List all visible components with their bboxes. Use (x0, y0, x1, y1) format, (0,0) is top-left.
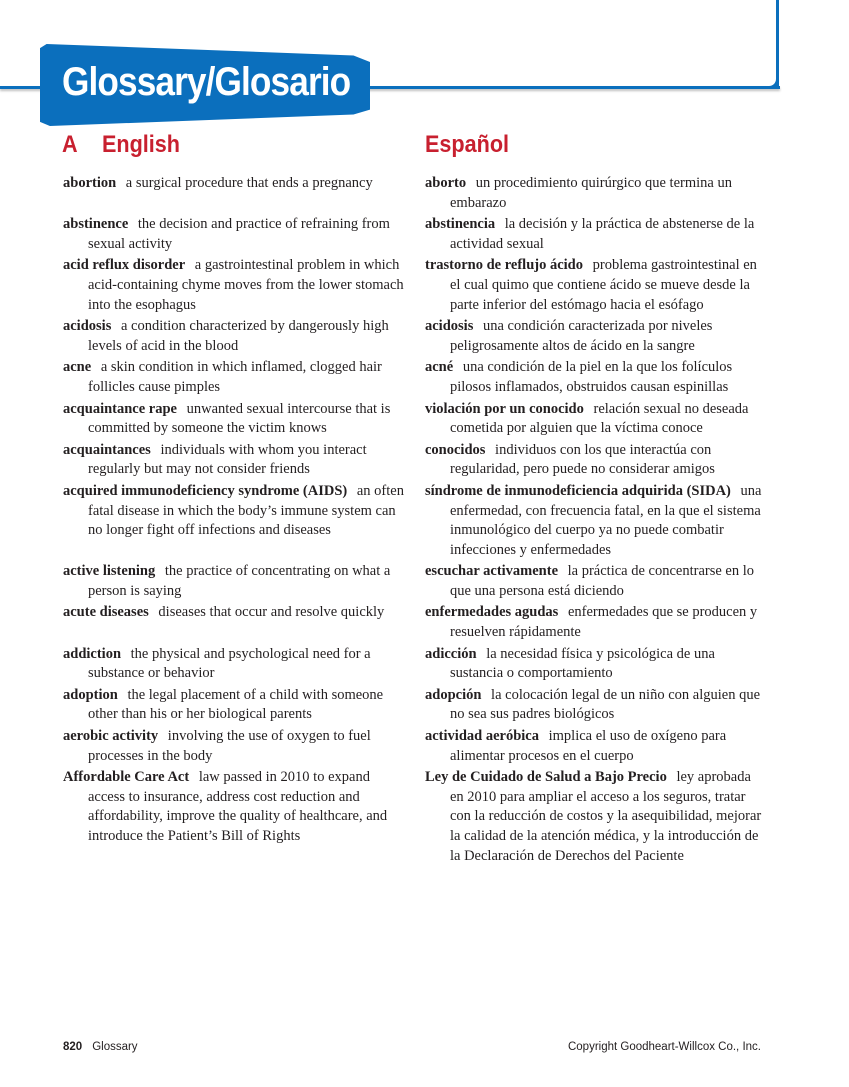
section-letter: A (62, 131, 78, 158)
glossary-term: aborto (425, 175, 467, 191)
glossary-term: acné (425, 359, 454, 376)
glossary-definition: the legal placement of a child with someone other than his or her biological parents (88, 686, 384, 723)
glossary-definition: implica el uso de oxígeno para alimentar procesos en el cuerpo (450, 728, 727, 764)
english-entry (63, 441, 405, 480)
spanish-entry (425, 686, 767, 725)
glossary-term: acne (63, 359, 92, 376)
glossary-term: adoption (63, 686, 118, 703)
english-entry (63, 358, 405, 397)
glossary-term: escuchar activamente (425, 563, 559, 580)
glossary-term: acidosis (63, 318, 112, 335)
glossary-entries (63, 174, 767, 866)
english-entry (63, 562, 405, 601)
glossary-definition: un procedimiento quirúrgico que termina un embarazo (450, 175, 732, 211)
glossary-definition: una condición caracterizada por niveles peligrosamente altos de ácido en la sangre (450, 318, 713, 354)
spanish-entry (425, 441, 767, 480)
glossary-term: actividad aeróbica (425, 728, 539, 745)
english-heading: English (102, 131, 181, 158)
glossary-term: abortion (63, 175, 117, 191)
glossary-term: enfermedades agudas (425, 604, 559, 621)
glossary-term: adopción (425, 686, 482, 703)
glossary-definition: law passed in 2010 to expand access to insurance, address cost reduction and affordability, improve the quality of healthcare, and introduce the Patient’s Bill of Rights (88, 769, 388, 844)
glossary-definition: the physical and psychological need for a substance or behavior (88, 645, 371, 682)
glossary-definition: individuos con los que interactúa con regularidad, pero puede no considerar amigos (450, 441, 715, 478)
spanish-entry (425, 768, 767, 866)
spanish-entry (425, 400, 767, 439)
glossary-term: acidosis (425, 318, 474, 335)
glossary-definition: a skin condition in which inflamed, clogged hair follicles cause pimples (88, 359, 382, 395)
spanish-entry (425, 603, 767, 642)
glossary-term: síndrome de inmunodeficiencia adquirida (SIDA) (425, 482, 731, 499)
english-entry (63, 174, 405, 213)
glossary-definition: ley aprobada en 2010 para ampliar el acceso a los seguros, tratar con la reducción de costos y la asequibilidad, mejorar la calidad de la atención médica, y la introducción de la Declaración de Derechos del Paciente (450, 769, 762, 864)
spanish-entry (425, 174, 767, 213)
glossary-definition: an often fatal disease in which the body’s immune system can no longer fight off infections and diseases (88, 482, 404, 539)
english-entry (63, 603, 405, 642)
english-entry (63, 727, 405, 766)
glossary-term: addiction (63, 645, 122, 662)
glossary-definition: unwanted sexual intercourse that is committed by someone the victim knows (88, 400, 391, 437)
english-entry (63, 645, 405, 684)
footer-left (63, 1041, 138, 1053)
glossary-term: conocidos (425, 441, 486, 458)
english-entry (63, 686, 405, 725)
glossary-term: acquaintance rape (63, 400, 177, 417)
glossary-definition: a gastrointestinal problem in which acid-containing chyme moves from the lower stomach into the esophagus (88, 257, 404, 313)
glossary-definition: individuals with whom you interact regularly but may not consider friends (88, 441, 367, 478)
spanish-entry (425, 562, 767, 601)
page-title: Glossary/Glosario (62, 60, 351, 104)
spanish-heading: Español (425, 131, 510, 158)
spanish-entry (425, 482, 767, 560)
glossary-term: Ley de Cuidado de Salud a Bajo Precio (425, 769, 667, 786)
glossary-definition: a condition characterized by dangerously high levels of acid in the blood (88, 318, 389, 354)
glossary-definition: relación sexual no deseada cometida por alguien que la víctima conoce (450, 400, 749, 437)
english-entry (63, 768, 405, 866)
glossary-term: aerobic activity (63, 728, 159, 745)
glossary-definition: enfermedades que se producen y resuelven rápidamente (450, 604, 758, 641)
spanish-entry (425, 256, 767, 315)
glossary-definition: la práctica de concentrarse en lo que una persona está diciendo (450, 563, 755, 599)
spanish-entry (425, 358, 767, 397)
english-entry (63, 256, 405, 315)
footer-section: Glossary (92, 1041, 138, 1053)
english-entry (63, 317, 405, 356)
glossary-definition: involving the use of oxygen to fuel processes in the body (88, 728, 371, 764)
copyright: Copyright Goodheart-Willcox Co., Inc. (567, 1041, 761, 1053)
glossary-term: acquaintances (63, 441, 151, 458)
glossary-term: violación por un conocido (425, 400, 584, 417)
glossary-term: abstinencia (425, 216, 496, 233)
spanish-entry (425, 645, 767, 684)
glossary-definition: la necesidad física y psicológica de una sustancia o comportamiento (450, 645, 715, 682)
english-entry (63, 215, 405, 254)
glossary-definition: a surgical procedure that ends a pregnancy (125, 175, 373, 191)
glossary-term: acid reflux disorder (63, 257, 186, 274)
glossary-term: abstinence (63, 216, 129, 233)
english-entry (63, 400, 405, 439)
glossary-term: active listening (63, 563, 156, 580)
english-entry (63, 482, 405, 560)
glossary-definition: the decision and practice of refraining from sexual activity (88, 216, 390, 252)
glossary-term: acute diseases (63, 604, 149, 621)
glossary-term: trastorno de reflujo ácido (425, 257, 583, 274)
glossary-definition: the practice of concentrating on what a person is saying (88, 563, 391, 599)
glossary-definition: la colocación legal de un niño con alguien que no sea sus padres biológicos (450, 686, 761, 723)
glossary-term: adicción (425, 645, 477, 662)
glossary-definition: diseases that occur and resolve quickly (158, 604, 385, 621)
glossary-term: Affordable Care Act (63, 769, 190, 786)
glossary-definition: una condición de la piel en la que los folículos pilosos inflamados, obstruidos causan espinillas (450, 359, 733, 395)
glossary-term: acquired immunodeficiency syndrome (AIDS) (63, 482, 348, 499)
spanish-entry (425, 727, 767, 766)
glossary-definition: la decisión y la práctica de abstenerse de la actividad sexual (450, 216, 755, 252)
spanish-entry (425, 317, 767, 356)
page-number: 820 (63, 1041, 83, 1053)
spanish-entry (425, 215, 767, 254)
glossary-definition: una enfermedad, con frecuencia fatal, en la que el sistema inmunológico del cuerpo ya no puede combatir infecciones y enfermedades (450, 482, 762, 558)
glossary-definition: problema gastrointestinal en el cual quimo que contiene ácido se mueve desde la parte inferior del estómago hacia el esófago (450, 257, 757, 313)
